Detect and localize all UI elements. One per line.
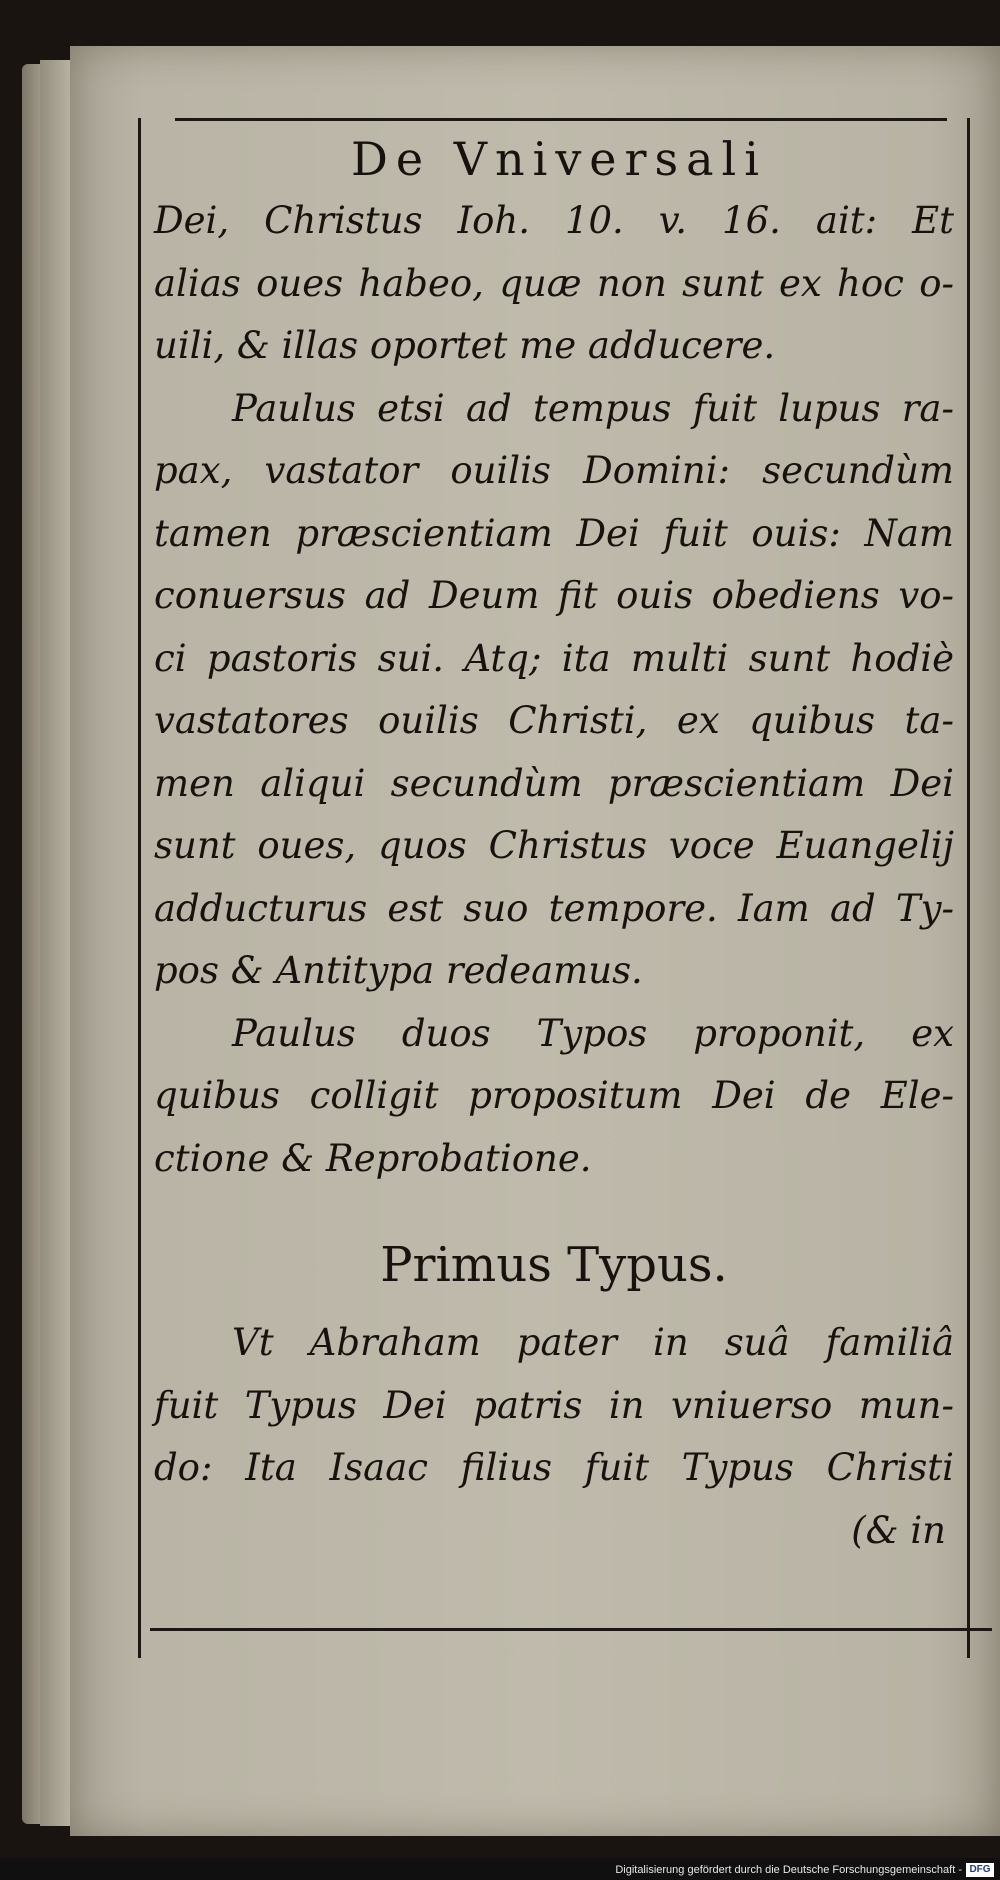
section-heading: Primus Typus. (380, 1237, 728, 1293)
text-line: quibus colligit propositum Dei de Ele- (154, 1074, 954, 1117)
text-line: adducturus est suo tempore. Iam ad Ty- (154, 886, 954, 930)
text-line: Vt Abraham pater in suâ familiâ (232, 1321, 954, 1364)
text-line: ctione & Reprobatione. (154, 1136, 592, 1180)
text-line: sunt oues, quos Christus voce Euangelij (154, 824, 954, 867)
text-line: Paulus etsi ad tempus fuit lupus ra- (232, 386, 954, 430)
book-page (70, 46, 1000, 1836)
running-header: De Vniversali (351, 132, 767, 186)
text-line: vastatores ouilis Christi, ex quibus ta- (154, 699, 954, 742)
text-line: fuit Typus Dei patris in vniuerso mun- (154, 1383, 954, 1427)
bottom-rule (150, 1628, 992, 1631)
text-line: pax, vastator ouilis Domini: secundùm (154, 449, 954, 492)
catchword: (& in (851, 1508, 946, 1552)
text-line: men aliqui secundùm præscientiam Dei (154, 761, 954, 805)
text-line: tamen præscientiam Dei fuit ouis: Nam (154, 511, 954, 555)
text-line: conuersus ad Deum fit ouis obediens vo- (154, 574, 954, 617)
dfg-logo-icon: DFG (966, 1863, 994, 1877)
text-line: pos & Antitypa redeamus. (154, 949, 643, 992)
text-line: ci pastoris sui. Atq; ita multi sunt hodiè (154, 636, 954, 680)
footer-credit: Digitalisierung gefördert durch die Deutsche Forschungsgemeinschaft - (615, 1864, 962, 1876)
text-line: Paulus duos Typos proponit, ex (232, 1011, 954, 1055)
text-line: alias oues habeo, quæ non sunt ex hoc o- (154, 261, 954, 305)
page-text (154, 128, 954, 1562)
text-line: uili, & illas oportet me adducere. (154, 324, 776, 367)
text-line: Dei, Christus Ioh. 10. v. 16. ait: Et (154, 199, 954, 242)
text-line: do: Ita Isaac filius fuit Typus Christi (154, 1446, 954, 1489)
digitization-footer (0, 1858, 1000, 1880)
